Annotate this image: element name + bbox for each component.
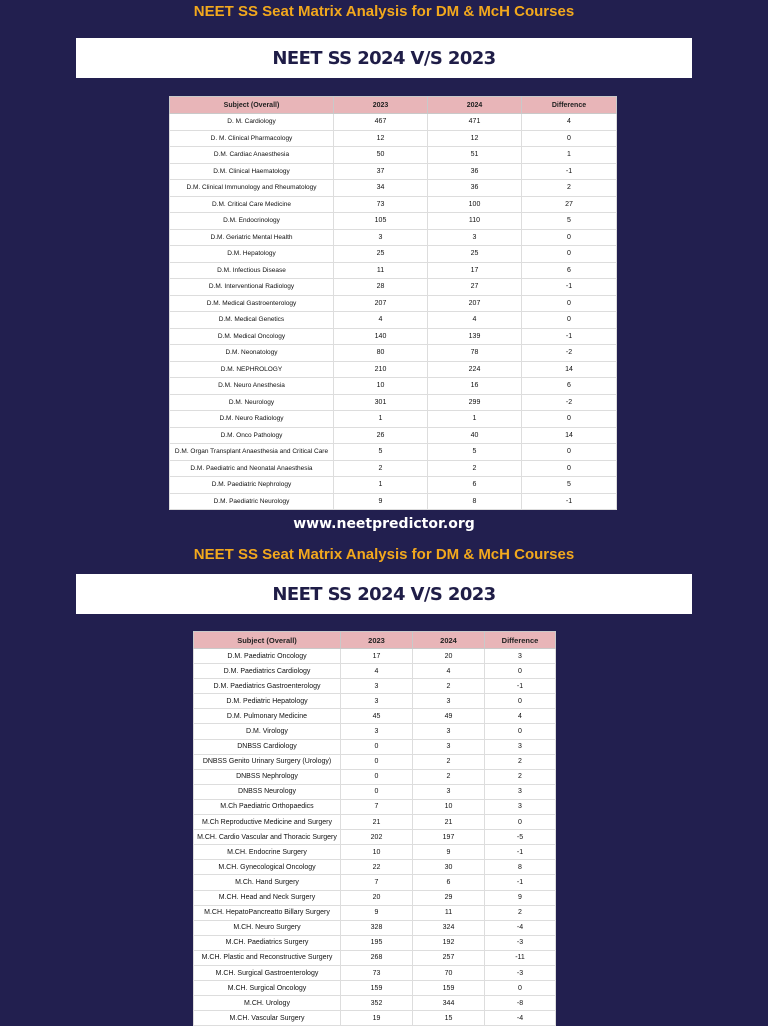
value-2023-cell: 28: [334, 279, 428, 296]
value-2023-cell: 328: [341, 920, 413, 935]
table-row: [194, 965, 556, 980]
banner-title-2: NEET SS 2024 V/S 2023: [272, 583, 496, 605]
difference-cell: 0: [522, 411, 617, 428]
value-2024-cell: 27: [428, 279, 522, 296]
difference-cell: -11: [485, 950, 556, 965]
value-2023-cell: 207: [334, 295, 428, 312]
subject-cell: D.M. NEPHROLOGY: [170, 361, 334, 378]
table-row: [170, 312, 617, 329]
value-2024-cell: 2: [428, 460, 522, 477]
subject-cell: D.M. Endocrinology: [170, 213, 334, 230]
table-body-2: [194, 649, 556, 1026]
difference-cell: 3: [485, 784, 556, 799]
subject-cell: M.Ch Reproductive Medicine and Surgery: [194, 815, 341, 830]
subject-cell: D.M. Critical Care Medicine: [170, 196, 334, 213]
table-header-row: [194, 632, 556, 649]
difference-cell: -3: [485, 935, 556, 950]
table-row: [170, 180, 617, 197]
subject-cell: M.CH. HepatoPancreatto Billary Surgery: [194, 905, 341, 920]
value-2024-cell: 324: [413, 920, 485, 935]
table-row: [194, 784, 556, 799]
value-2024-cell: 197: [413, 830, 485, 845]
value-2023-cell: 105: [334, 213, 428, 230]
subject-cell: DNBSS Cardiology: [194, 739, 341, 754]
comparison-banner-1: [76, 38, 692, 78]
table-row: [170, 229, 617, 246]
value-2023-cell: 3: [341, 694, 413, 709]
value-2024-cell: 16: [428, 378, 522, 395]
value-2024-cell: 471: [428, 114, 522, 131]
difference-cell: 6: [522, 378, 617, 395]
table-row: [194, 875, 556, 890]
difference-cell: 2: [485, 754, 556, 769]
difference-cell: 0: [522, 246, 617, 263]
value-2023-cell: 0: [341, 769, 413, 784]
table-row: [170, 328, 617, 345]
value-2023-cell: 5: [334, 444, 428, 461]
value-2024-cell: 3: [413, 784, 485, 799]
table-row: [194, 935, 556, 950]
subject-cell: D.M. Paediatrics Gastroenterology: [194, 679, 341, 694]
difference-cell: 14: [522, 361, 617, 378]
comparison-banner-2: [76, 574, 692, 614]
value-2024-cell: 110: [428, 213, 522, 230]
value-2024-cell: 2: [413, 754, 485, 769]
subject-cell: D.M. Interventional Radiology: [170, 279, 334, 296]
value-2023-cell: 19: [341, 1011, 413, 1026]
value-2023-cell: 0: [341, 754, 413, 769]
value-2023-cell: 7: [341, 875, 413, 890]
subject-cell: D.M. Neonatology: [170, 345, 334, 362]
difference-cell: -1: [485, 875, 556, 890]
value-2023-cell: 9: [334, 493, 428, 510]
value-2023-cell: 73: [334, 196, 428, 213]
difference-cell: 5: [522, 477, 617, 494]
value-2023-cell: 3: [341, 679, 413, 694]
value-2024-cell: 40: [428, 427, 522, 444]
subject-cell: DNBSS Neurology: [194, 784, 341, 799]
value-2023-cell: 202: [341, 830, 413, 845]
col-header-difference: Difference: [522, 97, 617, 114]
value-2024-cell: 3: [428, 229, 522, 246]
difference-cell: -5: [485, 830, 556, 845]
value-2023-cell: 45: [341, 709, 413, 724]
subject-cell: M.CH. Head and Neck Surgery: [194, 890, 341, 905]
difference-cell: 2: [485, 905, 556, 920]
value-2023-cell: 195: [341, 935, 413, 950]
page-heading-2: NEET SS Seat Matrix Analysis for DM & McH Courses: [193, 546, 575, 563]
subject-cell: M.Ch. Hand Surgery: [194, 875, 341, 890]
table-row: [170, 163, 617, 180]
col-header-subject: Subject (Overall): [194, 632, 341, 649]
value-2024-cell: 3: [413, 724, 485, 739]
table-row: [194, 845, 556, 860]
value-2023-cell: 2: [334, 460, 428, 477]
value-2023-cell: 3: [334, 229, 428, 246]
difference-cell: 3: [485, 799, 556, 814]
value-2024-cell: 25: [428, 246, 522, 263]
subject-cell: D.M. Medical Gastroenterology: [170, 295, 334, 312]
value-2023-cell: 210: [334, 361, 428, 378]
value-2024-cell: 29: [413, 890, 485, 905]
value-2023-cell: 4: [334, 312, 428, 329]
difference-cell: 2: [485, 769, 556, 784]
value-2024-cell: 20: [413, 649, 485, 664]
difference-cell: 0: [485, 694, 556, 709]
value-2024-cell: 78: [428, 345, 522, 362]
value-2024-cell: 5: [428, 444, 522, 461]
table-row: [194, 996, 556, 1011]
value-2023-cell: 73: [341, 965, 413, 980]
difference-cell: 4: [485, 709, 556, 724]
subject-cell: M.Ch Paediatric Orthopaedics: [194, 799, 341, 814]
difference-cell: 0: [522, 130, 617, 147]
value-2024-cell: 9: [413, 845, 485, 860]
subject-cell: D.M. Onco Pathology: [170, 427, 334, 444]
value-2024-cell: 36: [428, 180, 522, 197]
table-row: [170, 477, 617, 494]
subject-cell: M.CH. Urology: [194, 996, 341, 1011]
subject-cell: M.CH. Surgical Oncology: [194, 981, 341, 996]
difference-cell: 4: [522, 114, 617, 131]
difference-cell: 0: [522, 229, 617, 246]
difference-cell: 14: [522, 427, 617, 444]
value-2023-cell: 22: [341, 860, 413, 875]
value-2024-cell: 12: [428, 130, 522, 147]
table-row: [170, 196, 617, 213]
value-2023-cell: 37: [334, 163, 428, 180]
difference-cell: -2: [522, 394, 617, 411]
subject-cell: D.M. Paediatric Oncology: [194, 649, 341, 664]
difference-cell: 27: [522, 196, 617, 213]
value-2023-cell: 50: [334, 147, 428, 164]
value-2024-cell: 2: [413, 679, 485, 694]
difference-cell: -8: [485, 996, 556, 1011]
subject-cell: M.CH. Plastic and Reconstructive Surgery: [194, 950, 341, 965]
value-2023-cell: 0: [341, 739, 413, 754]
subject-cell: DNBSS Nephrology: [194, 769, 341, 784]
value-2024-cell: 10: [413, 799, 485, 814]
table-row: [170, 279, 617, 296]
table-row: [170, 114, 617, 131]
difference-cell: 1: [522, 147, 617, 164]
table-row: [194, 890, 556, 905]
table-row: [194, 709, 556, 724]
col-header-2023: 2023: [334, 97, 428, 114]
subject-cell: D.M. Virology: [194, 724, 341, 739]
value-2024-cell: 3: [413, 739, 485, 754]
value-2023-cell: 467: [334, 114, 428, 131]
value-2024-cell: 257: [413, 950, 485, 965]
difference-cell: -1: [522, 493, 617, 510]
table-row: [194, 724, 556, 739]
table-row: [194, 664, 556, 679]
value-2024-cell: 17: [428, 262, 522, 279]
col-header-difference: Difference: [485, 632, 556, 649]
difference-cell: -1: [485, 679, 556, 694]
table-row: [194, 815, 556, 830]
table-row: [194, 799, 556, 814]
table-row: [170, 262, 617, 279]
value-2024-cell: 15: [413, 1011, 485, 1026]
table-row: [194, 769, 556, 784]
subject-cell: D.M. Infectious Disease: [170, 262, 334, 279]
value-2023-cell: 1: [334, 411, 428, 428]
value-2024-cell: 1: [428, 411, 522, 428]
table-row: [194, 739, 556, 754]
value-2024-cell: 49: [413, 709, 485, 724]
value-2024-cell: 4: [428, 312, 522, 329]
value-2023-cell: 1: [334, 477, 428, 494]
value-2024-cell: 8: [428, 493, 522, 510]
value-2023-cell: 301: [334, 394, 428, 411]
table-row: [170, 460, 617, 477]
value-2023-cell: 20: [341, 890, 413, 905]
subject-cell: D.M. Geriatric Mental Health: [170, 229, 334, 246]
table-row: [170, 444, 617, 461]
subject-cell: M.CH. Paediatrics Surgery: [194, 935, 341, 950]
subject-cell: D.M. Neurology: [170, 394, 334, 411]
subject-cell: M.CH. Gynecological Oncology: [194, 860, 341, 875]
value-2023-cell: 11: [334, 262, 428, 279]
subject-cell: DNBSS Genito Urinary Surgery (Urology): [194, 754, 341, 769]
table-row: [194, 950, 556, 965]
difference-cell: -4: [485, 1011, 556, 1026]
value-2024-cell: 6: [413, 875, 485, 890]
difference-cell: 2: [522, 180, 617, 197]
table-row: [170, 493, 617, 510]
value-2024-cell: 192: [413, 935, 485, 950]
table-row: [194, 905, 556, 920]
table-row: [170, 246, 617, 263]
col-header-2024: 2024: [413, 632, 485, 649]
value-2024-cell: 21: [413, 815, 485, 830]
subject-cell: D.M. Paediatric Neurology: [170, 493, 334, 510]
value-2024-cell: 207: [428, 295, 522, 312]
difference-cell: -1: [485, 845, 556, 860]
banner-title-1: NEET SS 2024 V/S 2023: [272, 47, 496, 69]
value-2024-cell: 6: [428, 477, 522, 494]
subject-cell: D.M. Neuro Anesthesia: [170, 378, 334, 395]
subject-cell: D.M. Paediatric and Neonatal Anaesthesia: [170, 460, 334, 477]
table-row: [194, 649, 556, 664]
table-row: [170, 147, 617, 164]
difference-cell: 0: [522, 444, 617, 461]
table-row: [170, 427, 617, 444]
difference-cell: 9: [485, 890, 556, 905]
difference-cell: -1: [522, 163, 617, 180]
table-row: [170, 345, 617, 362]
value-2023-cell: 21: [341, 815, 413, 830]
difference-cell: 0: [485, 815, 556, 830]
seat-matrix-table-1: [169, 96, 617, 510]
difference-cell: 3: [485, 739, 556, 754]
value-2024-cell: 36: [428, 163, 522, 180]
seat-matrix-table-2: [193, 631, 556, 1026]
subject-cell: M.CH. Vascular Surgery: [194, 1011, 341, 1026]
value-2024-cell: 100: [428, 196, 522, 213]
value-2024-cell: 224: [428, 361, 522, 378]
value-2024-cell: 3: [413, 694, 485, 709]
difference-cell: 6: [522, 262, 617, 279]
subject-cell: M.CH. Endocrine Surgery: [194, 845, 341, 860]
difference-cell: 0: [485, 981, 556, 996]
subject-cell: M.CH. Cardio Vascular and Thoracic Surgery: [194, 830, 341, 845]
col-header-2023: 2023: [341, 632, 413, 649]
value-2023-cell: 4: [341, 664, 413, 679]
value-2024-cell: 2: [413, 769, 485, 784]
table-row: [194, 830, 556, 845]
value-2023-cell: 352: [341, 996, 413, 1011]
subject-cell: D.M. Clinical Haematology: [170, 163, 334, 180]
difference-cell: 8: [485, 860, 556, 875]
subject-cell: D.M. Pediatric Hepatology: [194, 694, 341, 709]
website-url[interactable]: www.neetpredictor.org: [293, 516, 475, 532]
value-2024-cell: 30: [413, 860, 485, 875]
difference-cell: -1: [522, 328, 617, 345]
value-2023-cell: 10: [341, 845, 413, 860]
value-2023-cell: 268: [341, 950, 413, 965]
difference-cell: 0: [522, 295, 617, 312]
col-header-subject: Subject (Overall): [170, 97, 334, 114]
value-2023-cell: 140: [334, 328, 428, 345]
table-row: [170, 361, 617, 378]
col-header-2024: 2024: [428, 97, 522, 114]
subject-cell: D.M. Paediatric Nephrology: [170, 477, 334, 494]
subject-cell: D. M. Cardiology: [170, 114, 334, 131]
value-2024-cell: 51: [428, 147, 522, 164]
subject-cell: D.M. Organ Transplant Anaesthesia and Critical Care: [170, 444, 334, 461]
difference-cell: -2: [522, 345, 617, 362]
subject-cell: D.M. Paediatrics Cardiology: [194, 664, 341, 679]
value-2023-cell: 9: [341, 905, 413, 920]
value-2023-cell: 7: [341, 799, 413, 814]
table-row: [170, 213, 617, 230]
table-row: [194, 679, 556, 694]
difference-cell: -3: [485, 965, 556, 980]
difference-cell: -1: [522, 279, 617, 296]
subject-cell: D.M. Pulmonary Medicine: [194, 709, 341, 724]
table-row: [170, 378, 617, 395]
value-2023-cell: 34: [334, 180, 428, 197]
subject-cell: D.M. Medical Genetics: [170, 312, 334, 329]
value-2023-cell: 10: [334, 378, 428, 395]
value-2024-cell: 344: [413, 996, 485, 1011]
value-2024-cell: 4: [413, 664, 485, 679]
table-row: [170, 411, 617, 428]
value-2023-cell: 159: [341, 981, 413, 996]
table-row: [170, 394, 617, 411]
table-row: [194, 920, 556, 935]
table-row: [170, 130, 617, 147]
value-2023-cell: 26: [334, 427, 428, 444]
difference-cell: 0: [522, 460, 617, 477]
value-2023-cell: 12: [334, 130, 428, 147]
subject-cell: D.M. Clinical Immunology and Rheumatology: [170, 180, 334, 197]
subject-cell: D.M. Neuro Radiology: [170, 411, 334, 428]
difference-cell: 3: [485, 649, 556, 664]
difference-cell: -4: [485, 920, 556, 935]
table-row: [194, 981, 556, 996]
subject-cell: D.M. Cardiac Anaesthesia: [170, 147, 334, 164]
value-2023-cell: 17: [341, 649, 413, 664]
value-2024-cell: 299: [428, 394, 522, 411]
value-2023-cell: 25: [334, 246, 428, 263]
value-2023-cell: 0: [341, 784, 413, 799]
value-2024-cell: 139: [428, 328, 522, 345]
table-body-1: [170, 114, 617, 510]
difference-cell: 5: [522, 213, 617, 230]
subject-cell: D.M. Medical Oncology: [170, 328, 334, 345]
subject-cell: D. M. Clinical Pharmacology: [170, 130, 334, 147]
subject-cell: M.CH. Neuro Surgery: [194, 920, 341, 935]
table-header-row: [170, 97, 617, 114]
subject-cell: M.CH. Surgical Gastroenterology: [194, 965, 341, 980]
subject-cell: D.M. Hepatology: [170, 246, 334, 263]
table-row: [194, 860, 556, 875]
table-row: [170, 295, 617, 312]
value-2024-cell: 70: [413, 965, 485, 980]
page-heading-1: NEET SS Seat Matrix Analysis for DM & McH Courses: [193, 3, 575, 20]
table-row: [194, 754, 556, 769]
table-row: [194, 694, 556, 709]
value-2024-cell: 159: [413, 981, 485, 996]
difference-cell: 0: [485, 724, 556, 739]
difference-cell: 0: [485, 664, 556, 679]
value-2024-cell: 11: [413, 905, 485, 920]
value-2023-cell: 3: [341, 724, 413, 739]
value-2023-cell: 80: [334, 345, 428, 362]
difference-cell: 0: [522, 312, 617, 329]
